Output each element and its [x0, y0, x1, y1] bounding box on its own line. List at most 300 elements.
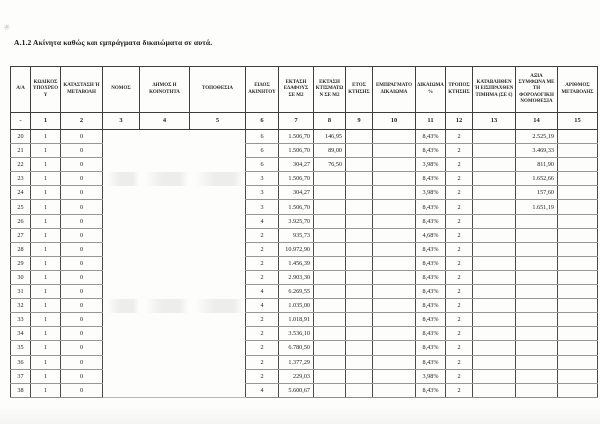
table-cell	[473, 285, 516, 299]
table-cell	[314, 341, 346, 355]
table-cell: 146,95	[314, 130, 346, 144]
table-cell	[190, 228, 246, 242]
table-cell	[373, 214, 416, 228]
table-cell: 2	[446, 200, 473, 214]
table-cell	[103, 355, 140, 369]
table-cell	[346, 313, 373, 327]
table-cell	[314, 383, 346, 397]
table-cell	[190, 355, 246, 369]
table-cell	[314, 242, 346, 256]
table-cell: 6.269,55	[279, 285, 314, 299]
table-cell	[314, 299, 346, 313]
table-cell	[373, 228, 416, 242]
table-cell: 1	[31, 228, 61, 242]
table-cell: 2.525,19	[516, 130, 558, 144]
table-cell	[473, 158, 516, 172]
table-cell: 157,60	[516, 186, 558, 200]
table-cell: 2	[246, 228, 279, 242]
table-cell	[473, 144, 516, 158]
table-cell	[373, 355, 416, 369]
table-cell: 36	[11, 355, 31, 369]
column-number: 4	[140, 113, 190, 130]
table-cell: 2	[446, 383, 473, 397]
table-cell: 1	[31, 144, 61, 158]
column-number: 8	[314, 113, 346, 130]
table-cell	[346, 172, 373, 186]
table-cell	[558, 228, 598, 242]
table-cell	[373, 256, 416, 270]
table-cell: 2	[246, 242, 279, 256]
table-cell	[314, 285, 346, 299]
table-cell: 1	[31, 270, 61, 284]
table-cell	[516, 313, 558, 327]
table-cell: 2	[446, 158, 473, 172]
table-cell: 2	[246, 369, 279, 383]
table-cell: 1	[31, 299, 61, 313]
column-header: ΚΑΤΑΣΤΑΣΗ Ή ΜΕΤΑΒΟΛΗ	[61, 67, 103, 113]
table-cell: 24	[11, 186, 31, 200]
table-cell	[516, 285, 558, 299]
table-cell	[103, 313, 140, 327]
table-cell	[516, 355, 558, 369]
table-cell: 2	[446, 355, 473, 369]
column-number: 15	[558, 113, 598, 130]
column-header: ΕΚΤΑΣΗ ΕΔΑΦΟΥΣ ΣΕ Μ2	[279, 67, 314, 113]
table-cell	[140, 158, 190, 172]
table-cell	[314, 256, 346, 270]
table-cell	[373, 186, 416, 200]
column-number: 9	[346, 113, 373, 130]
table-cell	[346, 327, 373, 341]
table-cell	[314, 355, 346, 369]
table-cell: 4,68%	[416, 228, 446, 242]
table-cell: 8,43%	[416, 130, 446, 144]
table-cell	[373, 270, 416, 284]
table-cell	[140, 144, 190, 158]
table-cell	[346, 270, 373, 284]
table-cell	[140, 327, 190, 341]
table-cell	[140, 242, 190, 256]
table-cell	[516, 242, 558, 256]
table-cell: 0	[61, 172, 103, 186]
table-row	[11, 383, 598, 397]
table-cell: 1	[31, 214, 61, 228]
table-cell	[190, 214, 246, 228]
table-cell	[558, 172, 598, 186]
table-cell: 1.651,19	[516, 200, 558, 214]
column-header: ΤΟΠΟΘΕΣΙΑ	[190, 67, 246, 113]
table-cell	[473, 327, 516, 341]
table-cell: 8,43%	[416, 313, 446, 327]
table-cell	[373, 242, 416, 256]
table-cell: 10.972,90	[279, 242, 314, 256]
table-cell	[473, 172, 516, 186]
table-cell: 2	[446, 144, 473, 158]
table-cell: 0	[61, 369, 103, 383]
table-cell: 26	[11, 214, 31, 228]
table-cell: 1	[31, 355, 61, 369]
table-row	[11, 144, 598, 158]
table-cell	[103, 369, 140, 383]
table-cell: 2	[446, 270, 473, 284]
table-cell	[140, 369, 190, 383]
table-cell: 2	[246, 313, 279, 327]
table-cell	[190, 327, 246, 341]
table-cell	[346, 158, 373, 172]
table-cell	[190, 242, 246, 256]
table-cell: 32	[11, 299, 31, 313]
table-cell	[103, 228, 140, 242]
table-cell	[103, 214, 140, 228]
table-cell: 1.018,91	[279, 313, 314, 327]
table-cell	[103, 144, 140, 158]
table-cell: 4	[246, 214, 279, 228]
table-cell: 811,90	[516, 158, 558, 172]
table-cell	[473, 313, 516, 327]
table-cell: 0	[61, 228, 103, 242]
column-number: 6	[246, 113, 279, 130]
table-cell: 20	[11, 130, 31, 144]
table-cell	[103, 299, 140, 313]
table-cell: 23	[11, 172, 31, 186]
table-cell	[373, 313, 416, 327]
column-header: ΕΙΔΟΣ ΑΚΙΝΗΤΟΥ	[246, 67, 279, 113]
table-cell	[346, 214, 373, 228]
table-cell	[373, 200, 416, 214]
table-cell: 8,43%	[416, 270, 446, 284]
table-cell: 76,50	[314, 158, 346, 172]
table-cell	[473, 214, 516, 228]
table-cell: 8,43%	[416, 355, 446, 369]
table-cell	[373, 299, 416, 313]
column-header: ΚΑΤΑΒΛΗΘΕΝ Ή ΕΙΣΠΡΑΧΘΕΝ ΤΙΜΗΜΑ (ΣΕ €)	[473, 67, 516, 113]
table-cell: 8,43%	[416, 256, 446, 270]
table-cell	[140, 172, 190, 186]
table-cell: 22	[11, 158, 31, 172]
table-cell	[473, 341, 516, 355]
table-row	[11, 158, 598, 172]
table-cell: 31	[11, 285, 31, 299]
table-row	[11, 327, 598, 341]
column-header: ΔΗΜΟΣ Η ΚΟΙΝΟΤΗΤΑ	[140, 67, 190, 113]
table-cell	[473, 369, 516, 383]
table-cell: 1.506,70	[279, 172, 314, 186]
table-cell	[558, 186, 598, 200]
table-cell: 0	[61, 144, 103, 158]
table-cell	[190, 144, 246, 158]
table-cell: 8,43%	[416, 383, 446, 397]
table-cell: 3,98%	[416, 186, 446, 200]
table-cell	[346, 285, 373, 299]
table-cell: 0	[61, 130, 103, 144]
table-cell	[516, 383, 558, 397]
table-cell: 0	[61, 242, 103, 256]
table-cell	[314, 327, 346, 341]
table-cell	[473, 130, 516, 144]
table-cell: 1.035,00	[279, 299, 314, 313]
table-cell	[346, 242, 373, 256]
table-cell	[558, 200, 598, 214]
table-cell	[140, 256, 190, 270]
table-cell	[190, 299, 246, 313]
column-header: ΑΞΙΑ ΣΥΜΦΩΝΑ ΜΕ ΤΗ ΦΟΡΟΛΟΓΙΚΗ ΝΟΜΟΘΕΣΙΑ	[516, 67, 558, 113]
assets-table	[10, 66, 598, 398]
table-cell	[346, 256, 373, 270]
table-cell	[473, 299, 516, 313]
table-cell: 1	[31, 242, 61, 256]
table-cell	[140, 313, 190, 327]
table-row	[11, 369, 598, 383]
table-cell: 1	[31, 186, 61, 200]
table-cell: 2	[246, 327, 279, 341]
table-cell	[516, 214, 558, 228]
table-row	[11, 299, 598, 313]
table-cell	[473, 355, 516, 369]
table-cell	[346, 186, 373, 200]
table-cell	[140, 299, 190, 313]
table-cell: 229,03	[279, 369, 314, 383]
table-cell: 2	[446, 299, 473, 313]
table-cell	[516, 228, 558, 242]
table-cell	[103, 270, 140, 284]
column-number: 12	[446, 113, 473, 130]
table-cell: 1.506,70	[279, 144, 314, 158]
table-cell: 1	[31, 200, 61, 214]
table-cell: 30	[11, 270, 31, 284]
table-cell: 0	[61, 383, 103, 397]
table-cell	[103, 158, 140, 172]
column-number: 2	[61, 113, 103, 130]
table-cell	[103, 130, 140, 144]
column-number: 11	[416, 113, 446, 130]
table-cell: 89,00	[314, 144, 346, 158]
table-cell	[190, 369, 246, 383]
table-cell: 0	[61, 200, 103, 214]
table-cell	[190, 285, 246, 299]
table-cell	[473, 186, 516, 200]
table-cell	[373, 285, 416, 299]
table-cell: 8,43%	[416, 341, 446, 355]
table-cell: 4	[246, 383, 279, 397]
table-cell	[558, 327, 598, 341]
table-cell: 935,73	[279, 228, 314, 242]
table-cell: 0	[61, 313, 103, 327]
table-cell	[473, 256, 516, 270]
table-cell	[314, 270, 346, 284]
table-cell: 2	[446, 242, 473, 256]
table-cell: 0	[61, 256, 103, 270]
table-row	[11, 256, 598, 270]
table-cell	[473, 242, 516, 256]
table-cell: 6	[246, 130, 279, 144]
table-cell	[140, 285, 190, 299]
scan-artifact: ✳	[2, 21, 12, 33]
table-cell: 37	[11, 369, 31, 383]
table-cell: 304,27	[279, 186, 314, 200]
table-cell: 25	[11, 200, 31, 214]
table-cell	[314, 172, 346, 186]
table-cell: 4	[246, 299, 279, 313]
table-cell	[346, 299, 373, 313]
table-cell	[346, 228, 373, 242]
table-cell	[558, 341, 598, 355]
table-cell	[516, 369, 558, 383]
table-cell: 2	[446, 228, 473, 242]
table-cell: 1	[31, 369, 61, 383]
table-cell	[140, 214, 190, 228]
table-cell	[190, 341, 246, 355]
table-cell	[558, 144, 598, 158]
table-cell	[473, 228, 516, 242]
column-header: ΕΤΟΣ ΚΤΗΣΗΣ	[346, 67, 373, 113]
table-cell: 1	[31, 172, 61, 186]
table-row	[11, 214, 598, 228]
table-cell	[103, 200, 140, 214]
table-cell: 2	[446, 341, 473, 355]
table-cell: 4	[246, 285, 279, 299]
table-cell	[516, 341, 558, 355]
column-number: 1	[31, 113, 61, 130]
table-cell: 6.780,50	[279, 341, 314, 355]
table-cell: 1.506,70	[279, 200, 314, 214]
table-header	[11, 67, 598, 130]
table-cell: 2	[446, 256, 473, 270]
table-cell: 2	[246, 270, 279, 284]
table-cell	[140, 355, 190, 369]
table-row	[11, 242, 598, 256]
table-cell: 27	[11, 228, 31, 242]
table-cell: 8,43%	[416, 242, 446, 256]
table-cell	[103, 256, 140, 270]
table-cell: 8,43%	[416, 327, 446, 341]
table-cell	[103, 186, 140, 200]
table-cell: 0	[61, 299, 103, 313]
table-cell	[558, 355, 598, 369]
table-cell	[373, 144, 416, 158]
table-cell: 3,98%	[416, 369, 446, 383]
table-cell	[373, 341, 416, 355]
table-cell	[103, 383, 140, 397]
table-cell: 8,43%	[416, 200, 446, 214]
table-cell	[140, 130, 190, 144]
table-cell: 3,98%	[416, 158, 446, 172]
table-cell: 2	[246, 355, 279, 369]
table-cell: 6	[246, 158, 279, 172]
table-cell	[140, 228, 190, 242]
column-number: 13	[473, 113, 516, 130]
table-cell: 2	[446, 214, 473, 228]
table-cell	[558, 256, 598, 270]
table-cell	[373, 172, 416, 186]
table-cell	[516, 299, 558, 313]
table-cell: 3.925,70	[279, 214, 314, 228]
table-cell	[373, 383, 416, 397]
table-cell	[346, 369, 373, 383]
table-cell: 2	[246, 256, 279, 270]
table-cell	[314, 200, 346, 214]
table-cell: 8,43%	[416, 214, 446, 228]
table-cell: 2	[446, 186, 473, 200]
table-cell	[140, 186, 190, 200]
table-row	[11, 341, 598, 355]
table-cell	[140, 270, 190, 284]
table-cell	[190, 186, 246, 200]
table-cell	[190, 270, 246, 284]
table-cell	[346, 130, 373, 144]
table-cell	[346, 200, 373, 214]
table-cell	[558, 383, 598, 397]
table-cell	[373, 130, 416, 144]
table-cell: 8,43%	[416, 299, 446, 313]
table-cell	[314, 228, 346, 242]
table-row	[11, 228, 598, 242]
table-cell	[558, 270, 598, 284]
column-header: ΝΟΜΟΣ	[103, 67, 140, 113]
table-cell	[558, 214, 598, 228]
table-cell	[346, 355, 373, 369]
table-row	[11, 130, 598, 144]
table-cell: 34	[11, 327, 31, 341]
column-header: ΑΡΙΘΜΟΣ ΜΕΤΑΒΟΛΗΣ	[558, 67, 598, 113]
table-cell	[473, 200, 516, 214]
table-cell	[373, 327, 416, 341]
table-cell	[516, 256, 558, 270]
table-cell	[373, 158, 416, 172]
table-cell	[314, 369, 346, 383]
table-cell: 28	[11, 242, 31, 256]
table-row	[11, 313, 598, 327]
header-label-row	[11, 67, 598, 113]
table-cell: 1	[31, 158, 61, 172]
table-row	[11, 172, 598, 186]
table-cell	[314, 214, 346, 228]
table-cell: 1	[31, 130, 61, 144]
table-cell: 1	[31, 285, 61, 299]
table-cell: 6	[246, 144, 279, 158]
table-cell: 0	[61, 341, 103, 355]
table-cell: 1.652,66	[516, 172, 558, 186]
table-cell: 3.536,10	[279, 327, 314, 341]
table-cell: 1	[31, 383, 61, 397]
table-cell: 1	[31, 313, 61, 327]
table-cell	[558, 285, 598, 299]
table-cell: 2	[446, 130, 473, 144]
table-cell	[346, 144, 373, 158]
table-cell	[314, 313, 346, 327]
table-cell	[190, 200, 246, 214]
table-row	[11, 355, 598, 369]
table-cell: 3	[246, 172, 279, 186]
table-cell: 2	[246, 341, 279, 355]
table-cell	[103, 242, 140, 256]
table-cell	[140, 383, 190, 397]
table-cell	[103, 172, 140, 186]
column-header: ΔΙΚΑΙΩΜΑ %	[416, 67, 446, 113]
table-cell	[558, 369, 598, 383]
table-cell	[346, 383, 373, 397]
table-cell: 35	[11, 341, 31, 355]
table-cell: 1	[31, 341, 61, 355]
table-cell: 21	[11, 144, 31, 158]
table-cell: 1.506,70	[279, 130, 314, 144]
table-cell	[190, 313, 246, 327]
column-number: -	[11, 113, 31, 130]
column-header: ΚΩΔΙΚΟΣ ΥΠΟΧΡΕΟΥ	[31, 67, 61, 113]
table-cell: 0	[61, 327, 103, 341]
table-cell: 33	[11, 313, 31, 327]
column-header: ΕΜΠΡΑΓΜΑΤΟ ΔΙΚΑΙΩΜΑ	[373, 67, 416, 113]
column-number: 14	[516, 113, 558, 130]
